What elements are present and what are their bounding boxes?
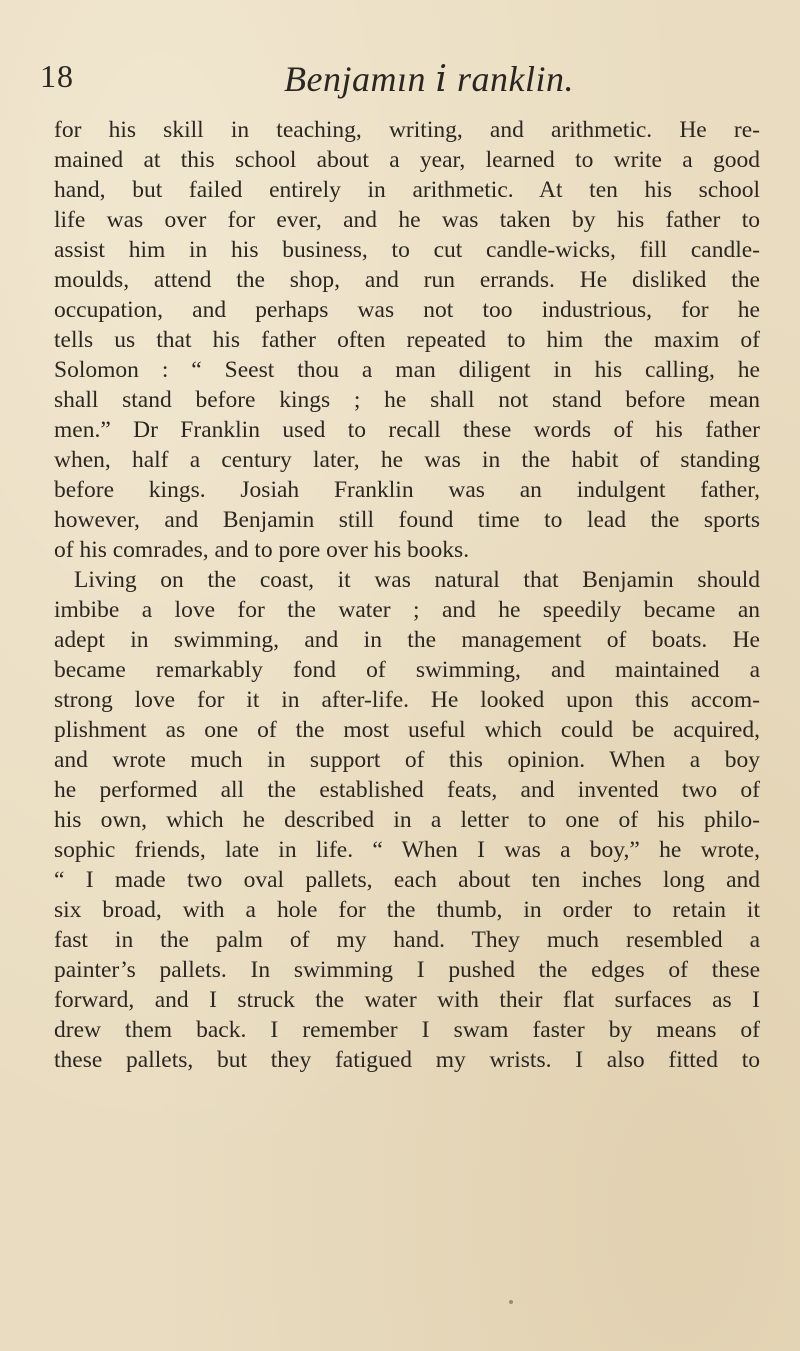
text-line: for his skill in teaching, writing, and arithmetic. He re- bbox=[54, 117, 760, 143]
text-line: Solomon : “ Seest thou a man diligent in his calling, he bbox=[54, 357, 760, 383]
text-line: plishment as one of the most useful which could be acquired, bbox=[54, 717, 760, 743]
text-line: adept in swimming, and in the management of boats. He bbox=[54, 627, 760, 653]
text-line: imbibe a love for the water ; and he speedily became an bbox=[54, 597, 760, 623]
text-line: life was over for ever, and he was taken by his father to bbox=[54, 207, 760, 233]
text-line: forward, and I struck the water with their flat surfaces as I bbox=[54, 987, 760, 1013]
text-line: drew them back. I remember I swam faster by means of bbox=[54, 1017, 760, 1043]
text-line: “ I made two oval pallets, each about ten inches long and bbox=[54, 867, 760, 893]
text-line: strong love for it in after-life. He looked upon this accom- bbox=[54, 687, 760, 713]
text-line: of his comrades, and to pore over his books. bbox=[54, 537, 470, 563]
text-line: fast in the palm of my hand. They much resembled a bbox=[54, 927, 760, 953]
text-line: shall stand before kings ; he shall not stand before mean bbox=[54, 387, 760, 413]
running-title: Benjamın ⅰ ranklin. bbox=[284, 59, 574, 99]
body-text bbox=[54, 115, 760, 1075]
text-line: hand, but failed entirely in arithmetic. At ten his school bbox=[54, 177, 760, 203]
text-line: assist him in his business, to cut candle-wicks, fill candle- bbox=[54, 237, 760, 263]
text-line: men.” Dr Franklin used to recall these words of his father bbox=[54, 417, 760, 443]
text-line: tells us that his father often repeated to him the maxim of bbox=[54, 327, 760, 353]
running-head bbox=[40, 58, 760, 106]
text-line: he performed all the established feats, and invented two of bbox=[54, 777, 760, 803]
text-line: mained at this school about a year, learned to write a good bbox=[54, 147, 760, 173]
text-line: however, and Benjamin still found time to lead the sports bbox=[54, 507, 760, 533]
paper-speck bbox=[509, 1300, 513, 1304]
text-line: and wrote much in support of this opinion. When a boy bbox=[54, 747, 760, 773]
text-line: moulds, attend the shop, and run errands. He disliked the bbox=[54, 267, 760, 293]
text-line: occupation, and perhaps was not too industrious, for he bbox=[54, 297, 760, 323]
text-line: before kings. Josiah Franklin was an indulgent father, bbox=[54, 477, 760, 503]
text-line: when, half a century later, he was in the habit of standing bbox=[54, 447, 760, 473]
page-number: 18 bbox=[40, 58, 74, 94]
text-line: six broad, with a hole for the thumb, in order to retain it bbox=[54, 897, 760, 923]
text-line: became remarkably fond of swimming, and maintained a bbox=[54, 657, 760, 683]
text-line: his own, which he described in a letter to one of his philo- bbox=[54, 807, 760, 833]
text-line: these pallets, but they fatigued my wrists. I also fitted to bbox=[54, 1047, 760, 1073]
text-line: sophic friends, late in life. “ When I was a boy,” he wrote, bbox=[54, 837, 760, 863]
text-line: Living on the coast, it was natural that Benjamin should bbox=[74, 567, 760, 593]
text-line: painter’s pallets. In swimming I pushed the edges of these bbox=[54, 957, 760, 983]
